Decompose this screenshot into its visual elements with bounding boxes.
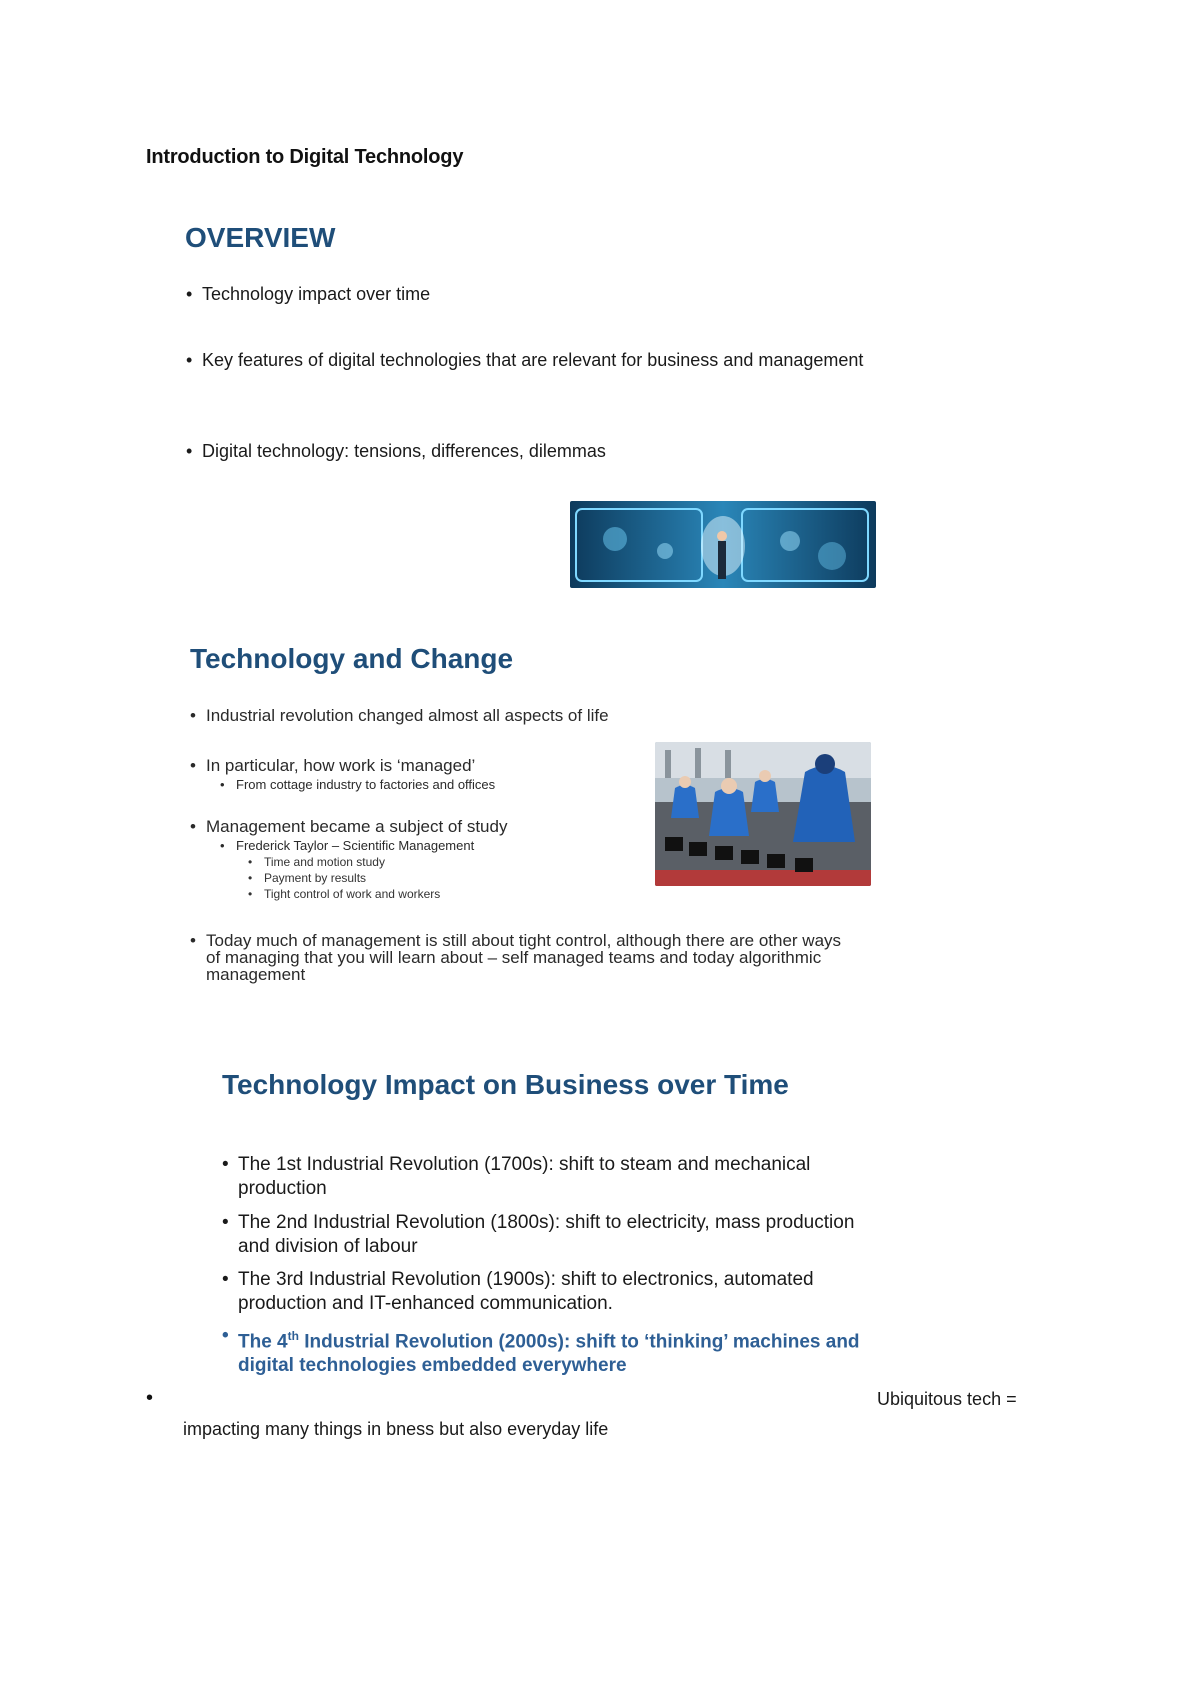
change-bullet-2-sub: • From cottage industry to factories and offices <box>220 777 640 793</box>
change-bullet-3-sub: • Frederick Taylor – Scientific Management <box>220 838 640 854</box>
subsub-item: • Time and motion study <box>248 854 628 870</box>
overview-bullet-2: • Key features of digital technologies that are relevant for business and management <box>186 348 866 372</box>
factory-workers-image <box>655 742 871 886</box>
impact-heading: Technology Impact on Business over Time <box>222 1069 789 1100</box>
subsub-item: • Tight control of work and workers <box>248 886 628 902</box>
digital-technology-image <box>570 501 876 588</box>
change-bullet-3: • Management became a subject of study <box>190 817 630 837</box>
overview-bullet-1: • Technology impact over time <box>186 282 866 306</box>
impact-bullet-1: • The 1st Industrial Revolution (1700s): shift to steam and mechanical production <box>222 1153 882 1201</box>
notes-line-2: impacting many things in bness but also everyday life <box>183 1419 609 1439</box>
impact-bullet-4: • The 4th Industrial Revolution (2000s): shift to ‘thinking’ machines and digital technologies embedded everywhere <box>222 1324 882 1378</box>
overview-bullet-3: • Digital technology: tensions, differences, dilemmas <box>186 439 866 463</box>
subsub-item: • Payment by results <box>248 870 628 886</box>
change-bullet-4: • Today much of management is still about tight control, although there are other ways of managing that you will learn about – self managed teams and today algorithmic management <box>190 932 850 983</box>
impact-bullet-2: • The 2nd Industrial Revolution (1800s): shift to electricity, mass production and division of labour <box>222 1211 882 1259</box>
change-bullet-3-subsub-list <box>248 854 628 902</box>
change-bullet-2: • In particular, how work is ‘managed’ <box>190 756 630 776</box>
notes-line-1: Ubiquitous tech = <box>877 1389 1017 1409</box>
impact-bullet-3: • The 3rd Industrial Revolution (1900s): shift to electronics, automated production and IT-enhanced communication. <box>222 1268 882 1316</box>
change-bullet-1: • Industrial revolution changed almost all aspects of life <box>190 706 630 726</box>
document-title: Introduction to Digital Technology <box>146 146 464 168</box>
overview-heading: OVERVIEW <box>185 222 336 253</box>
notes-bullet: • <box>146 1387 154 1409</box>
change-heading: Technology and Change <box>190 643 514 674</box>
